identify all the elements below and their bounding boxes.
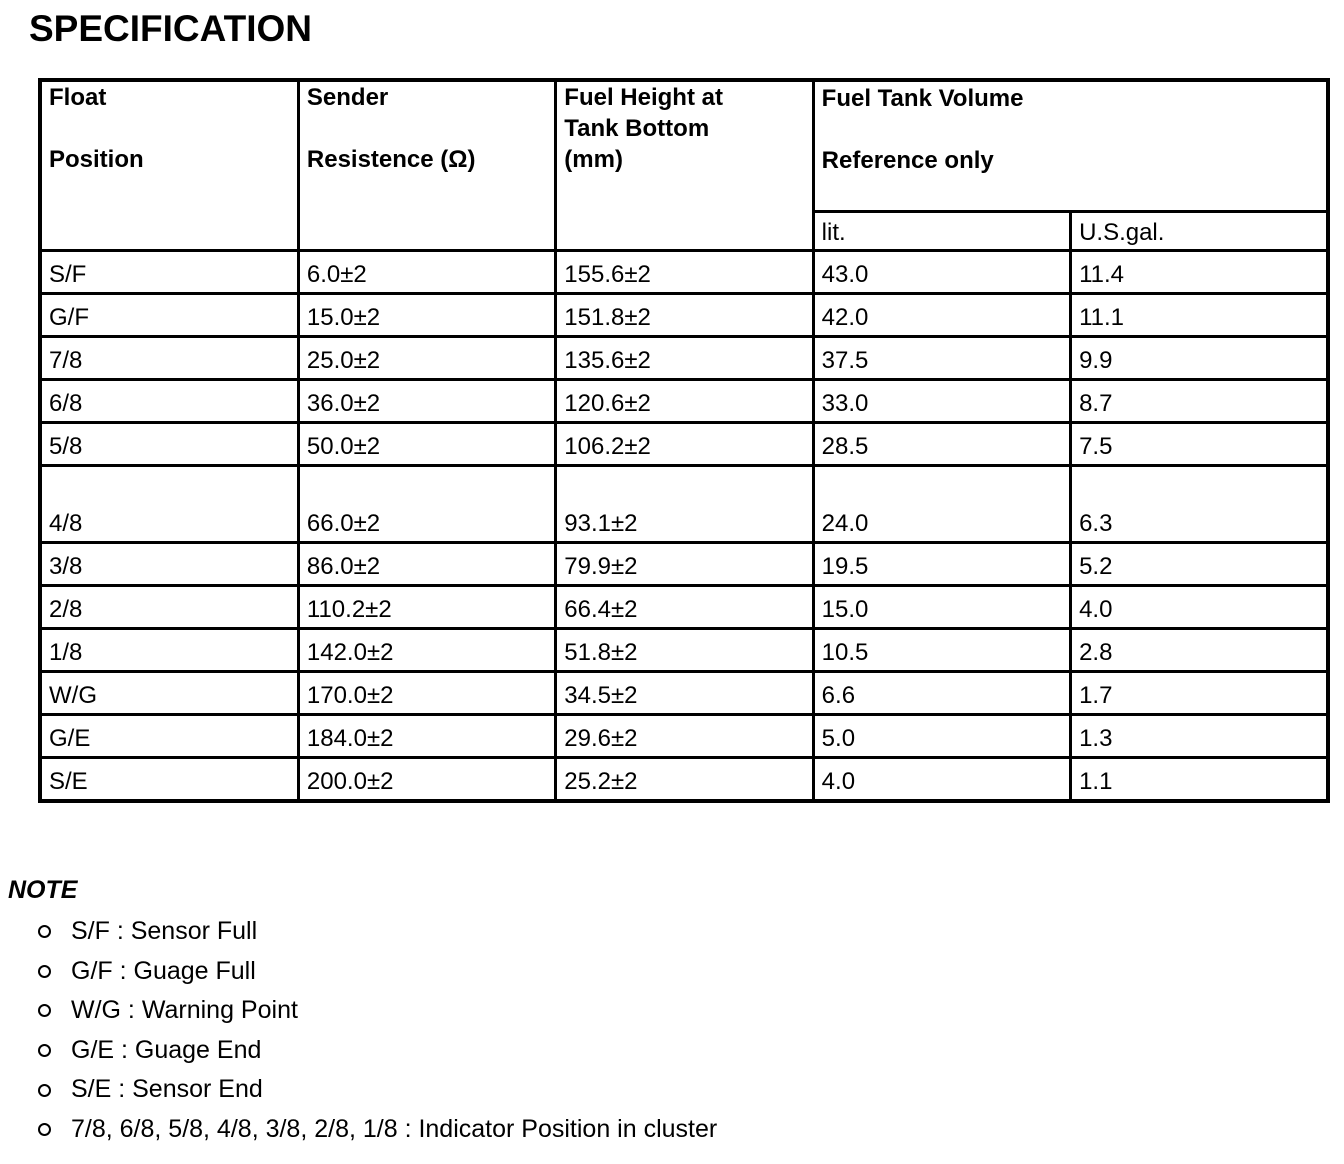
table-cell: 1.7 [1071, 672, 1328, 715]
table-cell: 1/8 [40, 629, 298, 672]
list-item [38, 912, 717, 952]
header-fuel-tank-volume: Fuel Tank Volume Reference only [813, 80, 1328, 212]
note-title: NOTE [8, 876, 78, 904]
table-cell: 93.1±2 [556, 466, 813, 543]
table-cell: 1.3 [1071, 715, 1328, 758]
table-cell: 3/8 [40, 543, 298, 586]
table-cell: 25.2±2 [556, 758, 813, 802]
table-row [40, 758, 1328, 802]
table-row [40, 294, 1328, 337]
table-row [40, 337, 1328, 380]
table-cell: 142.0±2 [298, 629, 555, 672]
table-cell: 7.5 [1071, 423, 1328, 466]
note-list [38, 912, 717, 1150]
table-cell: S/F [40, 251, 298, 294]
header-lit: lit. [813, 212, 1070, 251]
table-cell: 6/8 [40, 380, 298, 423]
table-cell: W/G [40, 672, 298, 715]
header-sender-resistance: Sender Resistence (Ω) [298, 80, 555, 251]
note-text: S/E : Sensor End [71, 1075, 263, 1104]
table-cell: 36.0±2 [298, 380, 555, 423]
table-cell: 184.0±2 [298, 715, 555, 758]
specification-table [38, 78, 1330, 803]
bullet-icon [38, 1004, 51, 1017]
table-row [40, 543, 1328, 586]
table-cell: 6.0±2 [298, 251, 555, 294]
header-us-gal: U.S.gal. [1071, 212, 1328, 251]
table-cell: 15.0 [813, 586, 1070, 629]
table-row [40, 380, 1328, 423]
table-cell: 7/8 [40, 337, 298, 380]
table-cell: 86.0±2 [298, 543, 555, 586]
list-item [38, 1110, 717, 1150]
header-float-position: Float Position [40, 80, 298, 251]
table-cell: 43.0 [813, 251, 1070, 294]
table-cell: 42.0 [813, 294, 1070, 337]
bullet-icon [38, 1044, 51, 1057]
table-cell: 120.6±2 [556, 380, 813, 423]
list-item [38, 991, 717, 1031]
table-cell: 19.5 [813, 543, 1070, 586]
note-text: G/E : Guage End [71, 1035, 262, 1064]
bullet-icon [38, 965, 51, 978]
table-cell: 4.0 [1071, 586, 1328, 629]
table-cell: G/E [40, 715, 298, 758]
table-cell: 4.0 [813, 758, 1070, 802]
note-text: S/F : Sensor Full [71, 917, 258, 945]
bullet-icon [38, 1123, 51, 1136]
table-cell: 2/8 [40, 586, 298, 629]
table-cell: 24.0 [813, 466, 1070, 543]
table-cell: 66.0±2 [298, 466, 555, 543]
table-cell: 34.5±2 [556, 672, 813, 715]
note-text: G/F : Guage Full [71, 956, 256, 985]
header-fuel-height: Fuel Height at Tank Bottom (mm) [556, 80, 813, 251]
table-row [40, 715, 1328, 758]
table-cell: 37.5 [813, 337, 1070, 380]
table-cell: 110.2±2 [298, 586, 555, 629]
table-row [40, 672, 1328, 715]
table-row [40, 466, 1328, 543]
bullet-icon [38, 1084, 51, 1097]
table-cell: 5.0 [813, 715, 1070, 758]
table-cell: 33.0 [813, 380, 1070, 423]
table-cell: 51.8±2 [556, 629, 813, 672]
table-row [40, 586, 1328, 629]
table-cell: 200.0±2 [298, 758, 555, 802]
table-cell: 15.0±2 [298, 294, 555, 337]
table-cell: 28.5 [813, 423, 1070, 466]
table-cell: 79.9±2 [556, 543, 813, 586]
table-cell: 135.6±2 [556, 337, 813, 380]
bullet-icon [38, 925, 51, 938]
table-cell: 170.0±2 [298, 672, 555, 715]
table-cell: 29.6±2 [556, 715, 813, 758]
table-cell: 1.1 [1071, 758, 1328, 802]
table-cell: 25.0±2 [298, 337, 555, 380]
table-cell: 6.3 [1071, 466, 1328, 543]
table-body [40, 251, 1328, 802]
note-text: W/G : Warning Point [71, 996, 298, 1025]
table-row [40, 251, 1328, 294]
table-cell: 8.7 [1071, 380, 1328, 423]
table-cell: G/F [40, 294, 298, 337]
table-cell: 11.4 [1071, 251, 1328, 294]
note-text: 7/8, 6/8, 5/8, 4/8, 3/8, 2/8, 1/8 : Indicator Position in cluster [71, 1114, 718, 1143]
page-title: SPECIFICATION [29, 8, 312, 49]
list-item [38, 1070, 717, 1110]
table-cell: 50.0±2 [298, 423, 555, 466]
table-cell: 5.2 [1071, 543, 1328, 586]
table-cell: 155.6±2 [556, 251, 813, 294]
table-cell: 9.9 [1071, 337, 1328, 380]
table-row [40, 629, 1328, 672]
table-row [40, 423, 1328, 466]
table-cell: 66.4±2 [556, 586, 813, 629]
table-cell: 2.8 [1071, 629, 1328, 672]
table-cell: 4/8 [40, 466, 298, 543]
table-cell: 106.2±2 [556, 423, 813, 466]
table-cell: 5/8 [40, 423, 298, 466]
table-cell: 151.8±2 [556, 294, 813, 337]
list-item [38, 1031, 717, 1071]
table-cell: 11.1 [1071, 294, 1328, 337]
list-item [38, 952, 717, 992]
table-cell: 6.6 [813, 672, 1070, 715]
table-cell: 10.5 [813, 629, 1070, 672]
table-cell: S/E [40, 758, 298, 802]
